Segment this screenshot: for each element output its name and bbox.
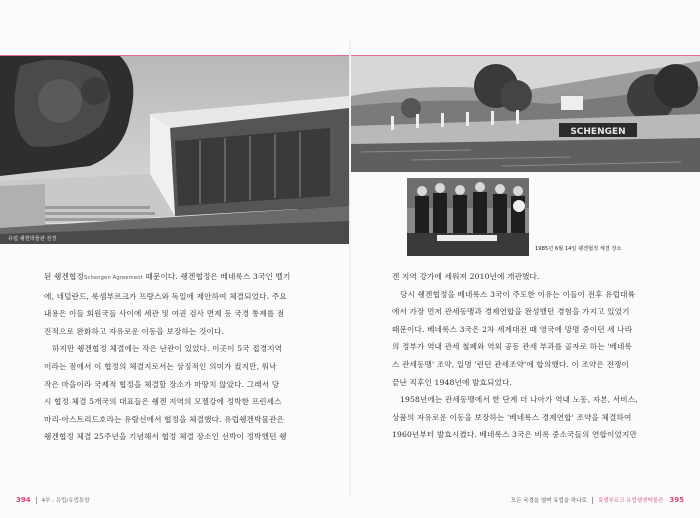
text-line: 진적으로 완화하고 자유로운 이동을 보장하는 것이다.	[44, 326, 225, 336]
footer-divider	[592, 497, 593, 504]
text-line: 상품의 자유로운 이동을 보장하는 '베네룩스 경제연합' 조약을 체결하여	[392, 412, 632, 422]
right-page-footer	[511, 495, 684, 505]
footer-divider	[36, 497, 37, 504]
text-line: 때문이다. 베네룩스 3국은 2차 세계대전 때 영국에 망명 중이던 세 나라	[392, 324, 633, 334]
schengen-sign-text: SCHENGEN	[570, 127, 626, 137]
text-line: 마리-아스트리드호라는 유람선에서 협정을 체결했다. 유럽쉥겐박물관은	[44, 414, 285, 424]
text-fragment: 때문이다. 쉥겐협정은 베네룩스 3국인 벨기	[145, 272, 291, 281]
text-line: 에서 가장 먼저 관세동맹과 경제연합을 완성했던 경험을 가지고 있었기	[392, 307, 630, 317]
signing-photo-caption: 1985년 6월 14일 쉥겐협정 체결 장소	[535, 246, 622, 252]
left-text-column	[44, 268, 308, 446]
text-line: 내용은 이들 회원국들 사이에 세관 및 여권 검사 면제 등 국경 통제를 점	[44, 309, 285, 319]
text-fragment: 된 쉥겐협정	[44, 272, 84, 281]
english-gloss: Schengen Agreement	[84, 275, 143, 281]
signing-ceremony-photo	[407, 178, 529, 256]
page-number-right: 395	[669, 496, 684, 504]
text-line: 끝난 직후인 1948년에 발효되었다.	[392, 377, 513, 387]
text-line: 쉥겐협정 체결 25주년을 기념해서 협정 체결 장소인 선박이 정박했던 쉥	[44, 432, 287, 442]
text-line: 1960년부터 발효시켰다. 베네룩스 3국은 비록 중소국들의 연합이었지만	[392, 430, 637, 440]
text-line: 의 정부가 역내 관세 철폐와 역외 공동 관세 부과를 골자로 하는 '베네룩	[392, 342, 633, 352]
museum-photo	[0, 56, 349, 244]
footer-subsection-right: 룩셈부르크 유럽쉥겐박물관	[597, 498, 664, 504]
text-line	[44, 268, 308, 288]
text-line: 하지만 쉥겐협정 체결에는 작은 난관이 있었다. 이곳이 5국 접경지역	[52, 344, 283, 354]
text-line: 스 관세동맹' 조약, 일명 '런던 관세조약'에 합의했다. 이 조약은 전쟁이	[392, 359, 630, 369]
right-text-column	[392, 268, 656, 444]
left-page-footer	[16, 495, 90, 505]
text-line: 겐 지역 강가에 세워져 2010년에 개관했다.	[392, 272, 540, 281]
text-line: 에, 네덜란드, 룩셈부르크가 프랑스와 독일에 제안하여 체결되었다. 주요	[44, 291, 287, 301]
footer-section-right: 모든 국경을 열며 유럽을 하나로	[510, 498, 587, 504]
text-line: 이라는 점에서 이 협정의 체결지로서는 상징적인 의미가 컸지만, 워낙	[44, 361, 277, 371]
schengen-river-photo	[351, 56, 700, 172]
text-line: 시 협정 체결 5개국의 대표들은 쉥겐 지역의 모젤강에 정박한 프린세스	[44, 397, 282, 407]
text-line: 1958년에는 관세동맹에서 한 단계 더 나아가 역내 노동, 자본, 서비스,	[400, 395, 638, 405]
text-line: 당시 쉥겐협정을 베네룩스 3국이 주도한 이유는 이들이 전후 유럽대륙	[400, 289, 636, 299]
footer-section-left: 4부 : 유럽/유럽통합	[41, 498, 90, 504]
page-number-left: 394	[16, 496, 31, 504]
text-line: 작은 마을이라 국제적 협정을 체결할 장소가 마땅치 않았다. 그래서 당	[44, 379, 280, 389]
museum-photo-caption: 유럽 쉥겐박물관 전경	[8, 236, 57, 242]
